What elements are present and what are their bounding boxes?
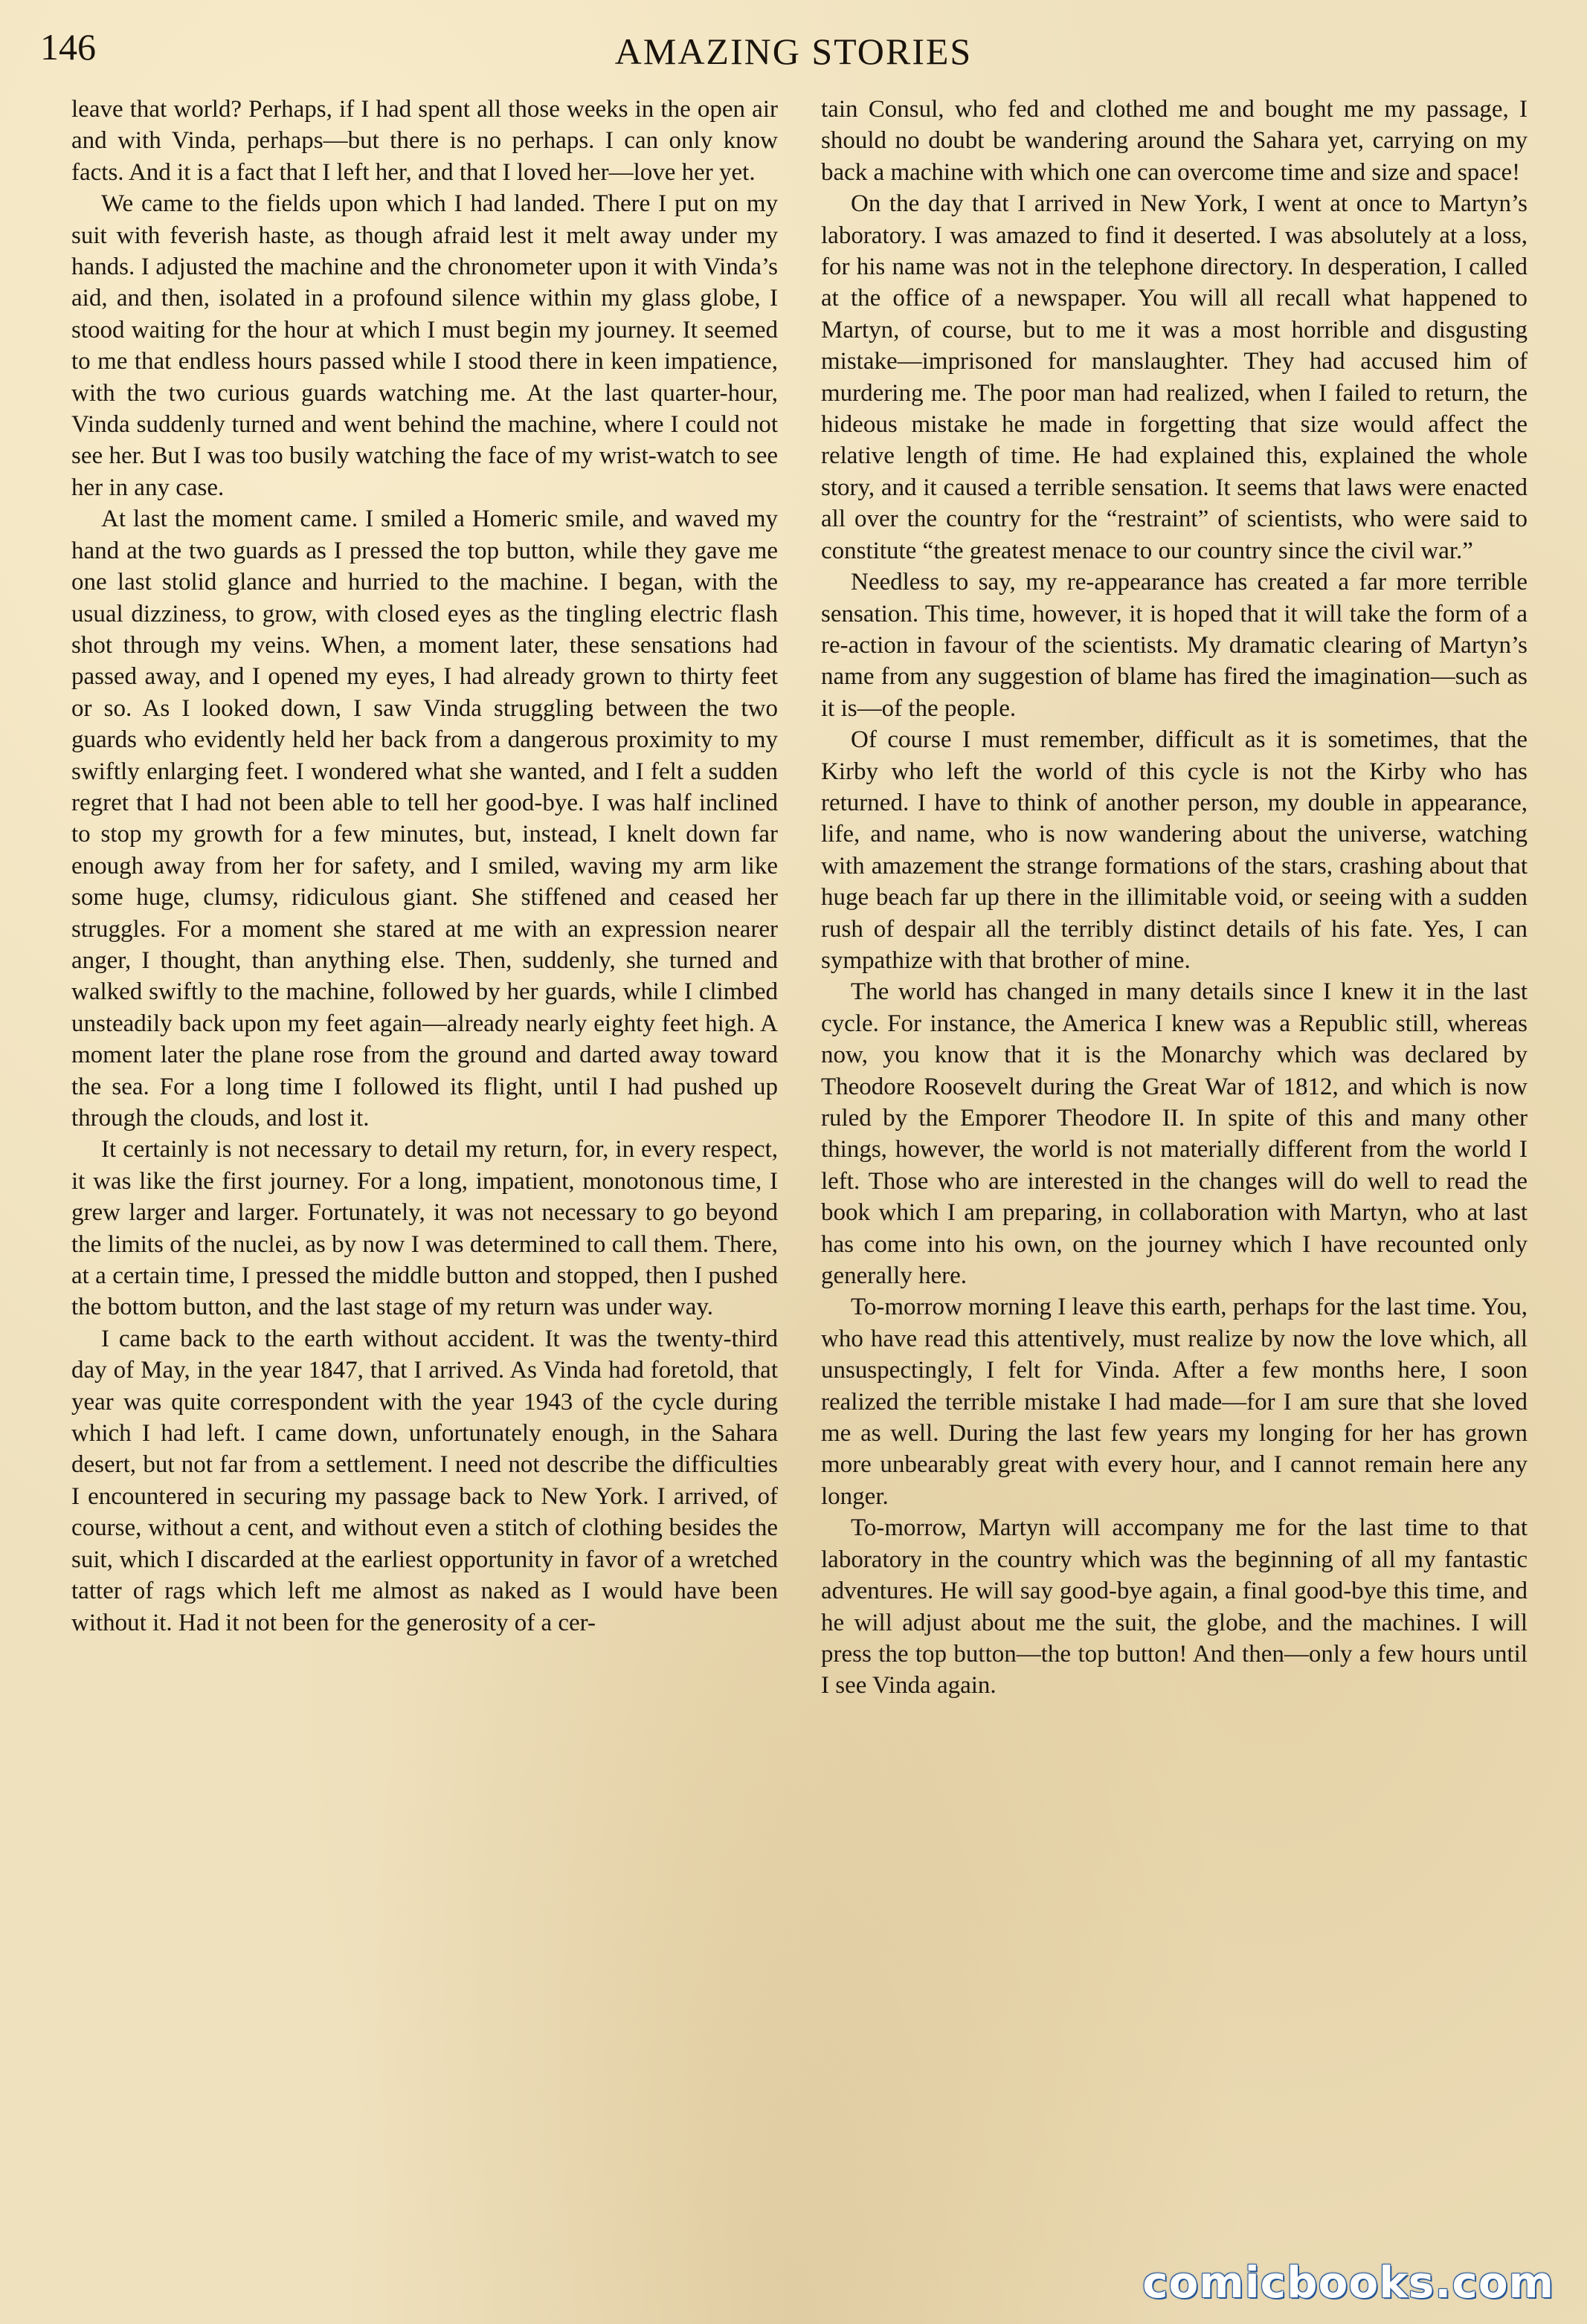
- paragraph: Of course I must remember, difficult as it is sometimes, that the Kirby who left the world of this cycle is not the Kirby who has returned. I have to think of another person, my double in appearance, life, and name, who is now wandering about the universe, watching with amazement the strange formations of the stars, crashing about that huge beach far up there in the illimitable void, or seeing with a sudden rush of despair all the terribly distinct details of his fate. Yes, I can sympathize with that brother of mine.: [821, 726, 1528, 974]
- running-title: AMAZING STORIES: [614, 30, 973, 72]
- paragraph: On the day that I arrived in New York, I went at once to Martyn’s laboratory. I was amazed to find it deserted. I was absolutely at a loss, for his name was not in the telephone directory. In desperation, I called at the office of a newspaper. You will all recall what happened to Martyn, of course, but to me it was a most horrible and disgusting mistake—imprisoned for manslaughter. They had accused him of murdering me. The poor man had realized, when I failed to return, the hideous mistake he made in forgetting that size would affect the relative length of time. He had explained this, explained the whole story, and it caused a terrible sensation. It seems that laws were enacted all over the country for the “restraint” of scientists, who were said to constitute “the greatest menace to our country since the civil war.”: [821, 190, 1528, 564]
- paragraph: To-morrow, Martyn will accompany me for the last time to that laboratory in the country which was the beginning of all my fantastic adventures. He will say good-bye again, a final good-bye this time, and he will adjust about me the suit, the globe, and the machines. I will press the top button—the top button! And then—only a few hours until I see Vinda again.: [821, 1514, 1528, 1700]
- paragraph: tain Consul, who fed and clothed me and bought me my passage, I should no doubt be wandering around the Sahara yet, carrying on my back a machine with which one can overcome time and size and space!: [821, 96, 1528, 186]
- paragraph: It certainly is not necessary to detail my return, for, in every respect, it was like the first journey. For a long, impatient, monotonous time, I grew larger and larger. Fortunately, it was not necessary to go beyond the limits of the nuclei, as by now I was determined to call them. There, at a certain time, I pressed the middle button and stopped, then I pushed the bottom button, and the last stage of my return was under way.: [71, 1136, 778, 1321]
- left-column: [71, 94, 778, 1639]
- paragraph: To-morrow morning I leave this earth, perhaps for the last time. You, who have read this attentively, must realize by now the love which, all unsuspectingly, I felt for Vinda. After a few months here, I soon realized the terrible mistake I had made—for I am sure that she loved me as well. During the last few years my longing for her has grown more unbearably great with every hour, and I cannot remain here any longer.: [821, 1294, 1528, 1510]
- paragraph: leave that world? Perhaps, if I had spent all those weeks in the open air and with Vinda, perhaps—but there is no perhaps. I can only know facts. And it is a fact that I left her, and that I loved her—love her yet.: [71, 96, 778, 186]
- paragraph: The world has changed in many details since I knew it in the last cycle. For instance, the America I knew was a Republic still, whereas now, you know that it is the Monarchy which was declared by Theodore Roosevelt during the Great War of 1812, and which is now ruled by the Emporer Theodore II. In spite of this and many other things, however, the world is not materially different from the world I left. Those who are interested in the changes will do well to read the book which I am preparing, in collaboration with Martyn, who at last has come into his own, on the journey which I have recounted only generally here.: [821, 978, 1528, 1290]
- page-number: 146: [40, 26, 96, 68]
- paragraph: At last the moment came. I smiled a Homeric smile, and waved my hand at the two guards as I pressed the top button, while they gave me one last stolid glance and hurried to the machine. I began, with the usual dizziness, to grow, with closed eyes as the tingling electric flash shot through my veins. When, a moment later, these sensations had passed away, and I opened my eyes, I had already grown to thirty feet or so. As I looked down, I saw Vinda struggling between the two guards who evidently held her back from a dangerous proximity to my swiftly enlarging feet. I wondered what she wanted, and I felt a sudden regret that I had not been able to tell her good-bye. I was half inclined to stop my growth for a few minutes, but, instead, I knelt down far enough away from her for safety, and I smiled, waving my arm like some huge, clumsy, ridiculous giant. She stiffened and ceased her struggles. For a moment she stared at me with an expression nearer anger, I thought, than anything else. Then, suddenly, she turned and walked swiftly to the machine, followed by her guards, while I climbed unsteadily back upon my feet again—already nearly eighty feet high. A moment later the plane rose from the ground and darted away toward the sea. For a long time I followed its flight, until I had pushed up through the clouds, and lost it.: [71, 506, 778, 1132]
- watermark-logo: comicbooks.com: [1142, 2257, 1554, 2308]
- right-column: [821, 94, 1528, 1702]
- paragraph: Needless to say, my re-appearance has created a far more terrible sensation. This time, however, it is hoped that it will take the form of a re-action in favour of the scientists. My dramatic clearing of Martyn’s name from any suggestion of blame has fired the imagination—such as it is—of the people.: [821, 569, 1528, 722]
- paragraph: We came to the fields upon which I had landed. There I put on my suit with feverish haste, as though afraid lest it melt away under my hands. I adjusted the machine and the chronometer upon it with Vinda’s aid, and then, isolated in a profound silence within my glass globe, I stood waiting for the hour at which I must begin my journey. It seemed to me that endless hours passed while I stood there in keen impatience, with the two curious guards watching me. At the last quarter-hour, Vinda suddenly turned and went behind the machine, where I could not see her. But I was too busily watching the face of my wrist-watch to see her in any case.: [71, 190, 778, 501]
- paragraph: I came back to the earth without accident. It was the twenty-third day of May, in the year 1847, that I arrived. As Vinda had foretold, that year was quite correspondent with the year 1943 of the cycle during which I had left. I came down, unfortunately enough, in the Sahara desert, but not far from a settlement. I need not describe the difficulties I encountered in securing my passage back to New York. I arrived, of course, without a cent, and without even a stitch of clothing besides the suit, which I discarded at the earliest opportunity in favor of a wretched tatter of rags which left me almost as naked as I would have been without it. Had it not been for the generosity of a cer-: [71, 1325, 778, 1636]
